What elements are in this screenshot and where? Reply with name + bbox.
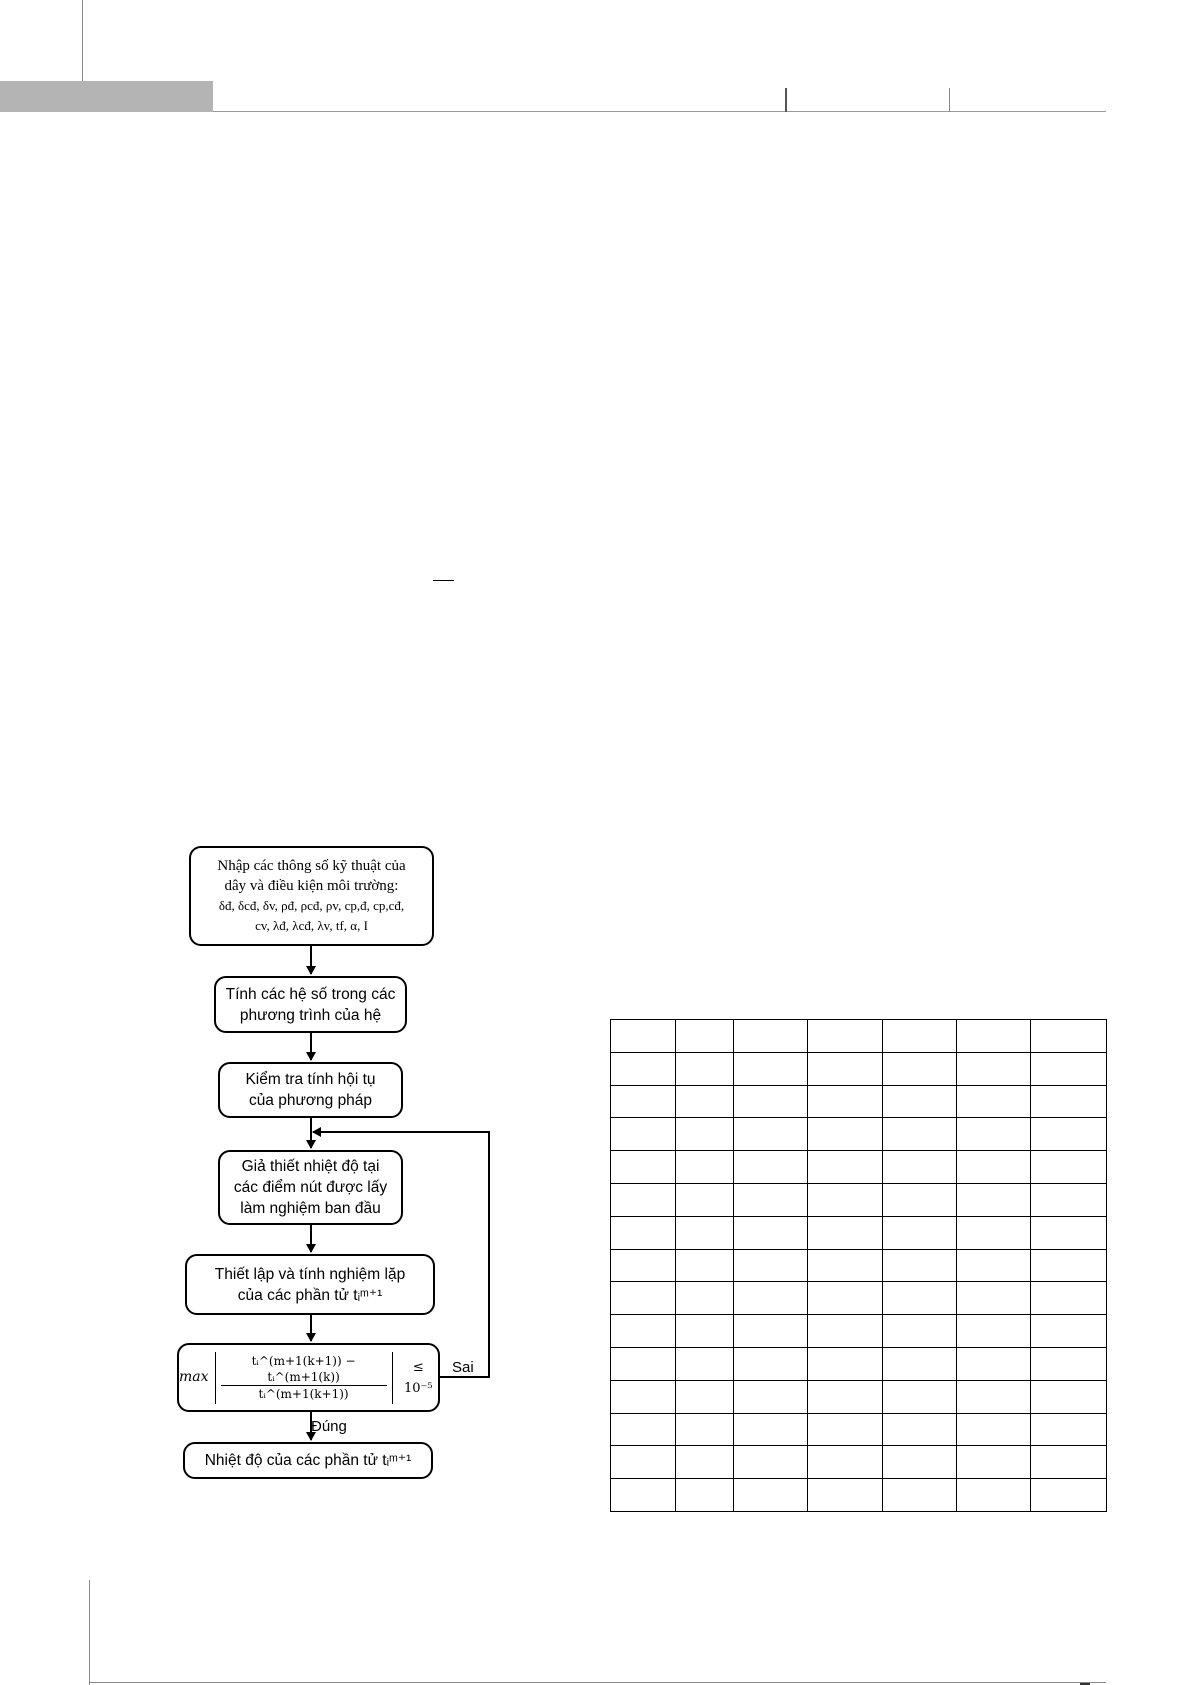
- table-row: [611, 1479, 1107, 1512]
- table-cell: [734, 1446, 808, 1479]
- table-cell: [808, 1249, 883, 1282]
- table-cell: [957, 1479, 1031, 1512]
- table-cell: [611, 1479, 676, 1512]
- box1-line-1: Nhập các thông số kỹ thuật của: [217, 858, 406, 874]
- table-cell: [883, 1282, 957, 1315]
- footer-rule: [89, 1682, 1106, 1683]
- box5-line-1: Thiết lập và tính nghiệm lặp: [214, 1265, 406, 1283]
- initial-guess-box: [218, 1150, 403, 1225]
- table-cell: [808, 1413, 883, 1446]
- table-cell: [734, 1413, 808, 1446]
- table-cell: [883, 1413, 957, 1446]
- table-cell: [957, 1118, 1031, 1151]
- table-cell: [883, 1118, 957, 1151]
- box4-line-1: Giả thiết nhiệt độ tại: [241, 1158, 380, 1175]
- table-cell: [676, 1183, 734, 1216]
- table-cell: [611, 1020, 676, 1053]
- table-cell: [883, 1380, 957, 1413]
- table-cell: [1031, 1151, 1107, 1184]
- table-cell: [611, 1347, 676, 1380]
- compute-coefficients-box: [214, 976, 407, 1033]
- table-cell: [676, 1413, 734, 1446]
- table-cell: [1031, 1479, 1107, 1512]
- table-cell: [676, 1085, 734, 1118]
- table-cell: [957, 1151, 1031, 1184]
- table-cell: [808, 1315, 883, 1348]
- table-cell: [611, 1413, 676, 1446]
- table-cell: [734, 1282, 808, 1315]
- box1-line-3: δđ, δcđ, δv, ρđ, ρcđ, ρv, cp,đ, cp,cđ,: [218, 898, 405, 913]
- table-cell: [611, 1085, 676, 1118]
- box1-line-2: dây và điều kiện môi trường:: [224, 878, 399, 894]
- table-cell: [883, 1151, 957, 1184]
- table-cell: [676, 1052, 734, 1085]
- table-cell: [1031, 1183, 1107, 1216]
- table-cell: [883, 1446, 957, 1479]
- box1-line-4: cv, λđ, λcđ, λv, tf, α, I: [255, 918, 368, 933]
- table-cell: [1031, 1216, 1107, 1249]
- table-cell: [808, 1347, 883, 1380]
- table-cell: [808, 1282, 883, 1315]
- table-cell: [883, 1347, 957, 1380]
- header-divider-2: [949, 88, 950, 112]
- table-cell: [676, 1020, 734, 1053]
- table-cell: [808, 1052, 883, 1085]
- table-cell: [957, 1380, 1031, 1413]
- formula-numerator: tᵢ^(m+1(k+1)) − tᵢ^(m+1(k)): [221, 1353, 387, 1386]
- table-cell: [734, 1085, 808, 1118]
- table-cell: [611, 1282, 676, 1315]
- iterate-solution-box: [185, 1254, 435, 1315]
- table-cell: [1031, 1446, 1107, 1479]
- table-cell: [1031, 1118, 1107, 1151]
- label-no: Sai: [452, 1359, 474, 1376]
- table-cell: [957, 1183, 1031, 1216]
- table-cell: [734, 1380, 808, 1413]
- table-cell: [611, 1380, 676, 1413]
- table-cell: [808, 1085, 883, 1118]
- table-cell: [808, 1216, 883, 1249]
- table-cell: [611, 1446, 676, 1479]
- table-cell: [734, 1347, 808, 1380]
- table-row: [611, 1380, 1107, 1413]
- table-cell: [883, 1479, 957, 1512]
- table-cell: [676, 1479, 734, 1512]
- table-cell: [808, 1479, 883, 1512]
- table-cell: [808, 1151, 883, 1184]
- table-cell: [883, 1020, 957, 1053]
- table-cell: [1031, 1315, 1107, 1348]
- table-cell: [676, 1380, 734, 1413]
- input-parameters-box: [189, 846, 434, 946]
- table-row: [611, 1446, 1107, 1479]
- table-cell: [883, 1052, 957, 1085]
- fraction-bar-fragment: [433, 580, 454, 581]
- label-yes: Đúng: [311, 1418, 347, 1435]
- convergence-formula: [179, 1352, 438, 1404]
- box3-line-2: của phương pháp: [248, 1092, 373, 1109]
- convergence-condition-box: [177, 1343, 440, 1412]
- formula-max: max: [179, 1369, 209, 1385]
- table-cell: [676, 1347, 734, 1380]
- table-cell: [611, 1052, 676, 1085]
- table-cell: [734, 1249, 808, 1282]
- table-cell: [1031, 1282, 1107, 1315]
- check-convergence-box: [218, 1062, 403, 1118]
- table-cell: [734, 1151, 808, 1184]
- table-cell: [676, 1282, 734, 1315]
- formula-condition: ≤ 10⁻⁵: [404, 1359, 433, 1396]
- result-box: [183, 1442, 433, 1479]
- table-cell: [1031, 1347, 1107, 1380]
- table-row: [611, 1085, 1107, 1118]
- table-cell: [676, 1216, 734, 1249]
- table-row: [611, 1151, 1107, 1184]
- box2-line-2: phương trình của hệ: [239, 1006, 382, 1024]
- table-cell: [808, 1183, 883, 1216]
- table-cell: [734, 1315, 808, 1348]
- table-cell: [676, 1118, 734, 1151]
- table-row: [611, 1020, 1107, 1053]
- box4-line-2: các điểm nút được lấy: [233, 1179, 388, 1196]
- table-cell: [808, 1380, 883, 1413]
- table-row: [611, 1315, 1107, 1348]
- table-cell: [957, 1216, 1031, 1249]
- table-cell: [611, 1183, 676, 1216]
- table-cell: [957, 1315, 1031, 1348]
- table-row: [611, 1413, 1107, 1446]
- table-cell: [883, 1183, 957, 1216]
- table-cell: [957, 1249, 1031, 1282]
- table-row: [611, 1282, 1107, 1315]
- table-row: [611, 1347, 1107, 1380]
- table-cell: [883, 1216, 957, 1249]
- table-cell: [611, 1216, 676, 1249]
- box3-line-1: Kiểm tra tính hội tụ: [245, 1071, 376, 1088]
- table-cell: [676, 1446, 734, 1479]
- table-cell: [734, 1183, 808, 1216]
- table-cell: [1031, 1052, 1107, 1085]
- table-cell: [957, 1282, 1031, 1315]
- formula-abs: [215, 1352, 393, 1404]
- table-cell: [1031, 1380, 1107, 1413]
- table-cell: [734, 1118, 808, 1151]
- formula-fraction: [221, 1353, 387, 1402]
- table-cell: [808, 1020, 883, 1053]
- table-cell: [611, 1118, 676, 1151]
- table-cell: [734, 1020, 808, 1053]
- table-cell: [676, 1249, 734, 1282]
- table-cell: [883, 1249, 957, 1282]
- table-cell: [957, 1347, 1031, 1380]
- table-cell: [808, 1446, 883, 1479]
- table-cell: [611, 1151, 676, 1184]
- footer-vertical-line: [89, 1580, 90, 1685]
- table-cell: [611, 1315, 676, 1348]
- table-cell: [676, 1315, 734, 1348]
- table-cell: [676, 1151, 734, 1184]
- table-cell: [1031, 1085, 1107, 1118]
- box7-text: Nhiệt độ của các phần tử tᵢᵐ⁺¹: [204, 1452, 412, 1469]
- table-row: [611, 1183, 1107, 1216]
- table-row: [611, 1249, 1107, 1282]
- table-cell: [611, 1249, 676, 1282]
- table-cell: [957, 1085, 1031, 1118]
- header-rule: [213, 111, 1106, 112]
- table-cell: [957, 1413, 1031, 1446]
- table-row: [611, 1118, 1107, 1151]
- table-cell: [734, 1479, 808, 1512]
- box4-line-3: làm nghiệm ban đầu: [240, 1200, 381, 1217]
- header-gray-band: [0, 81, 213, 112]
- table-cell: [808, 1118, 883, 1151]
- data-table: [610, 1019, 1107, 1512]
- data-table-body: [611, 1020, 1107, 1512]
- header-divider-1: [785, 88, 787, 112]
- table-cell: [1031, 1249, 1107, 1282]
- table-cell: [734, 1216, 808, 1249]
- table-cell: [883, 1085, 957, 1118]
- header-vertical-line: [82, 0, 83, 84]
- table-row: [611, 1216, 1107, 1249]
- table-cell: [957, 1446, 1031, 1479]
- table-cell: [1031, 1413, 1107, 1446]
- table-cell: [883, 1315, 957, 1348]
- table-cell: [957, 1020, 1031, 1053]
- table-cell: [957, 1052, 1031, 1085]
- formula-denominator: tᵢ^(m+1(k+1)): [258, 1387, 349, 1401]
- box2-line-1: Tính các hệ số trong các: [225, 985, 396, 1003]
- table-cell: [1031, 1020, 1107, 1053]
- table-cell: [734, 1052, 808, 1085]
- box5-line-2: của các phần tử tᵢᵐ⁺¹: [237, 1286, 383, 1304]
- table-row: [611, 1052, 1107, 1085]
